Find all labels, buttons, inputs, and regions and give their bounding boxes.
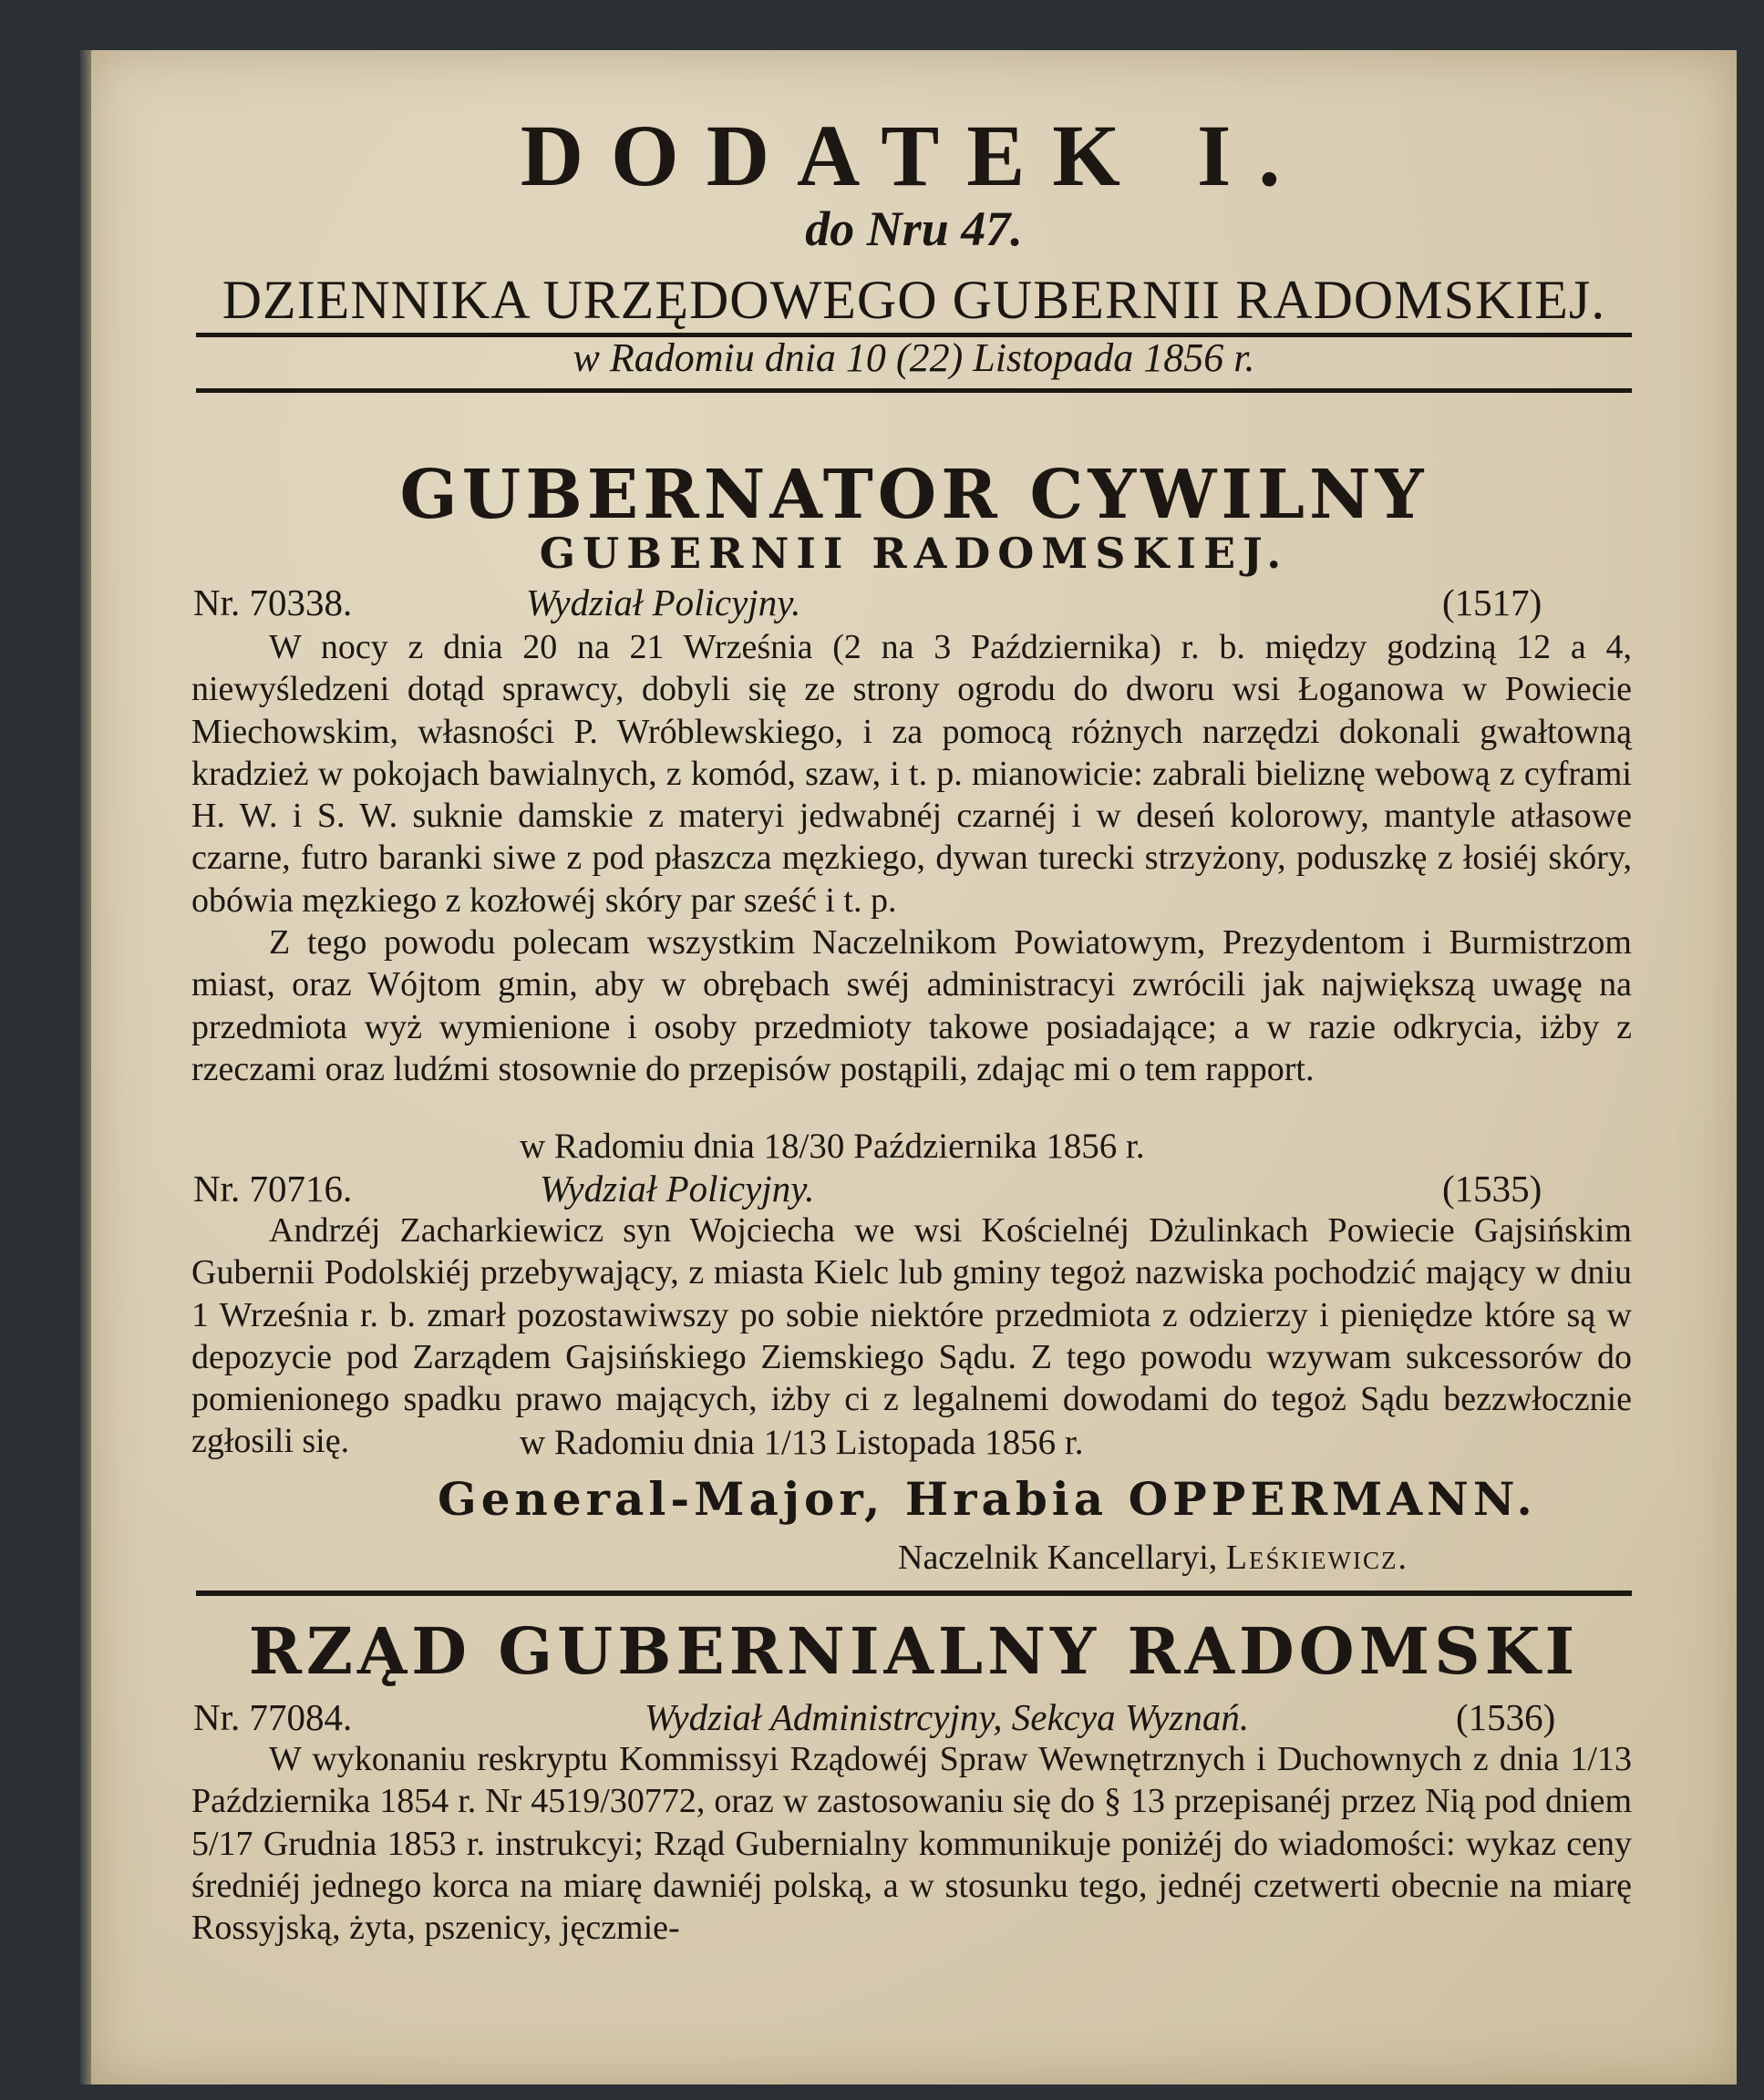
- governor-signature: General-Major, Hrabia OPPERMANN.: [438, 1472, 1537, 1526]
- chancery-title: Naczelnik Kancellaryi,: [898, 1539, 1218, 1577]
- notice-header: [193, 581, 1561, 626]
- supplement-title: DODATEK I.: [520, 107, 1308, 204]
- notice-date: w Radomiu dnia 18/30 Października 1856 r.: [520, 1127, 1145, 1166]
- notice-department: Wydział Policyjny.: [540, 1168, 815, 1210]
- notice-header: [193, 1167, 1561, 1212]
- section-heading-governor: GUBERNATOR CYWILNY: [399, 456, 1429, 534]
- issue-number: do Nru 47.: [805, 201, 1023, 256]
- notice-paragraph: Andrzéj Zacharkiewicz syn Wojciecha we wsi Kościelnéj Dżulinkach Powiecie Gajsińskim Gubernii Podolskiéj przebywający, z miasta Kielc lub gminy tegoż nazwiska pochodzić mający w dniu 1 Września r. b. zmarł pozostawiwszy po sobie niektóre przedmiota z odzierzy i pieniędze które są w depozycie pod Zarządem Gajsińskiego Ziemskiego Sądu. Z tego powodu wzywam sukcessorów do pomienionego spadku prawo mających, iżby ci z legalnemi dowodami do tegoż Sądu bezzwłocznie zgłosili się.: [191, 1211, 1632, 1461]
- chancery-signature: [898, 1538, 1408, 1578]
- notice-number: Nr. 70338.: [193, 582, 353, 623]
- document-page: [91, 50, 1737, 2085]
- notice-header: [193, 1695, 1579, 1741]
- notice-code: (1535): [1442, 1168, 1542, 1210]
- notice-code: (1517): [1442, 582, 1542, 623]
- section-subheading-governorate: GUBERNII RADOMSKIEJ.: [539, 529, 1289, 578]
- notice-code: (1536): [1456, 1696, 1556, 1738]
- chancery-name: Leśkiewicz.: [1225, 1539, 1408, 1577]
- notice-department: Wydział Policyjny.: [526, 582, 801, 623]
- notice-number: Nr. 70716.: [193, 1168, 353, 1210]
- notice-body: [191, 626, 1632, 1090]
- notice-number: Nr. 77084.: [193, 1696, 353, 1738]
- newspaper-title: DZIENNIKA URZĘDOWEGO GUBERNII RADOMSKIEJ.: [222, 270, 1606, 330]
- notice-department: Wydział Administrcyjny, Sekcya Wyznań.: [645, 1696, 1250, 1738]
- notice-paragraph: W wykonaniu reskryptu Kommissyi Rządowéj Spraw Wewnętrznych i Duchownych z dnia 1/13 Października 1854 r. Nr 4519/30772, oraz w zastosowaniu się do § 13 przepisanéj przez Nią pod dniem 5/17 Grudnia 1853 r. instrukcyi; Rząd Gubernialny kommunikuje poniżéj do wiadomości: wykaz ceny średniéj jednego korca na miarę dawniéj polską, a w stosunku tego, jednéj czetwerti obecnie na miarę Rossyjską, żyta, pszenicy, jęczmie-: [191, 1740, 1632, 1948]
- section-heading-government: RZĄD GUBERNIALNY RADOMSKI: [248, 1613, 1580, 1689]
- notice-date: w Radomiu dnia 1/13 Listopada 1856 r.: [520, 1423, 1084, 1462]
- notice-body: [191, 1738, 1632, 1949]
- masthead-rule-bottom: [196, 388, 1632, 393]
- notice-paragraph: Z tego powodu polecam wszystkim Naczelnikom Powiatowym, Prezydentom i Burmistrzom miast, oraz Wójtom gmin, aby w obrębach swéj administracyi zwrócili jak największą uwagę na przedmiota wyż wymienione i osoby przedmioty takowe posiadające; a w razie odkrycia, iżby z rzeczami oraz ludźmi stosownie do przepisów postąpili, zdając mi o tem rapport.: [191, 923, 1632, 1088]
- notice-paragraph: W nocy z dnia 20 na 21 Września (2 na 3 Października) r. b. między godziną 12 a 4, niewyśledzeni dotąd sprawcy, dobyli się ze strony ogrodu do dworu wsi Łoganowa w Powiecie Miechowskim, własności P. Wróblewskiego, i za pomocą różnych narzędzi dokonali gwałtowną kradzież w pokojach bawialnych, z komód, szaw, i t. p. mianowicie: zabrali bieliznę webową z cyframi H. W. i S. W. suknie damskie z materyi jedwabnéj czarnéj i w deseń kolorowy, mantyle atłasowe czarne, futro baranki siwe z pod płaszcza męzkiego, dywan turecki strzyżony, poduszkę z łosiéj skóry, obówia męzkiego z kozłowéj skóry par sześć i t. p.: [191, 628, 1632, 920]
- section-divider-rule: [196, 1590, 1632, 1596]
- issue-dateline: w Radomiu dnia 10 (22) Listopada 1856 r.: [573, 335, 1255, 380]
